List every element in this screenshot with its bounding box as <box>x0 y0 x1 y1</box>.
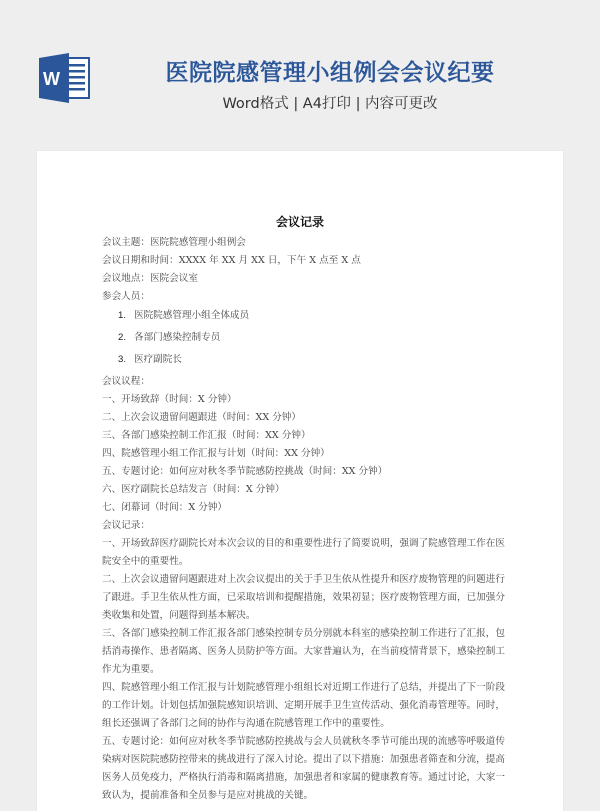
minutes-line: 作尤为重要。 <box>102 664 160 675</box>
minutes-line: 医务人员免疫力，严格执行消毒和隔离措施，加强患者和家属的健康教育等。通过讨论，大家一 <box>102 772 505 783</box>
minutes-line: 了跟进。手卫生依从性方面，已采取培训和提醒措施，效果初显；医疗废物管理方面，已加强分 <box>102 592 505 603</box>
meeting-location: 会议地点：医院会议室 <box>102 273 198 284</box>
attendee-item <box>118 332 220 344</box>
minutes-label: 会议记录： <box>102 520 150 531</box>
meeting-topic: 会议主题：医院院感管理小组例会 <box>102 237 246 248</box>
document-page <box>37 151 563 811</box>
minutes-line: 的工作计划。计划包括加强院感知识培训、定期开展手卫生宣传活动、强化消毒管理等。同时， <box>102 700 505 711</box>
list-number: 1. <box>118 310 127 321</box>
list-number: 2. <box>118 332 127 343</box>
minutes-line: 四、院感管理小组工作汇报与计划院感管理小组组长对近期工作进行了总结，并提出了下一阶段 <box>102 682 505 693</box>
minutes-line: 二、上次会议遗留问题跟进对上次会议提出的关于手卫生依从性提升和医疗废物管理的问题进行 <box>102 574 505 585</box>
banner-title: 医院院感管理小组例会会议纪要 <box>165 60 495 86</box>
attendee-text: 医疗副院长 <box>134 354 182 365</box>
agenda-item: 五、专题讨论：如何应对秋冬季节院感防控挑战（时间：XX 分钟） <box>102 466 388 477</box>
minutes-line: 染病对医院院感防控带来的挑战进行了深入讨论。提出了以下措施：加强患者筛查和分流，提高 <box>102 754 505 765</box>
minutes-line: 致认为，提前准备和全员参与是应对挑战的关键。 <box>102 790 314 801</box>
minutes-line: 三、各部门感染控制工作汇报各部门感染控制专员分别就本科室的感染控制工作进行了汇报，包 <box>102 628 505 639</box>
attendee-item <box>118 310 249 322</box>
banner-subtitle: Word格式 | A4打印 | 内容可更改 <box>222 96 438 112</box>
minutes-line: 五、专题讨论：如何应对秋冬季节院感防控挑战与会人员就秋冬季节可能出现的流感等呼吸道传 <box>102 736 505 747</box>
minutes-line: 括消毒操作、患者隔离、医务人员防护等方面。大家普遍认为，在当前疫情背景下，感染控制工 <box>102 646 505 657</box>
agenda-item: 三、各部门感染控制工作汇报（时间：XX 分钟） <box>102 430 311 441</box>
minutes-line: 院安全中的重要性。 <box>102 556 189 567</box>
minutes-line: 类收集和处置，问题得到基本解决。 <box>102 610 256 621</box>
agenda-item: 一、开场致辞（时间：X 分钟） <box>102 394 237 405</box>
svg-text:W: W <box>43 69 60 89</box>
document-title: 会议记录 <box>275 215 324 229</box>
attendee-text: 各部门感染控制专员 <box>134 332 221 343</box>
agenda-item: 四、院感管理小组工作汇报与计划（时间：XX 分钟） <box>102 448 330 459</box>
word-icon <box>37 53 91 103</box>
meeting-datetime: 会议日期和时间：XXXX 年 XX 月 XX 日，下午 X 点至 X 点 <box>102 255 361 266</box>
agenda-item: 七、闭幕词（时间：X 分钟） <box>102 502 228 513</box>
agenda-item: 六、医疗副院长总结发言（时间：X 分钟） <box>102 484 285 495</box>
minutes-line: 一、开场致辞医疗副院长对本次会议的目的和重要性进行了简要说明，强调了院感管理工作在医 <box>102 538 505 549</box>
minutes-line: 组长还强调了各部门之间的协作与沟通在院感管理工作中的重要性。 <box>102 718 390 729</box>
list-number: 3. <box>118 354 127 365</box>
attendees-label: 参会人员： <box>102 291 150 302</box>
agenda-item: 二、上次会议遗留问题跟进（时间：XX 分钟） <box>102 412 301 423</box>
banner <box>0 0 600 150</box>
agenda-label: 会议议程： <box>102 376 150 387</box>
attendee-text: 医院院感管理小组全体成员 <box>134 310 250 321</box>
attendee-item <box>118 354 182 366</box>
